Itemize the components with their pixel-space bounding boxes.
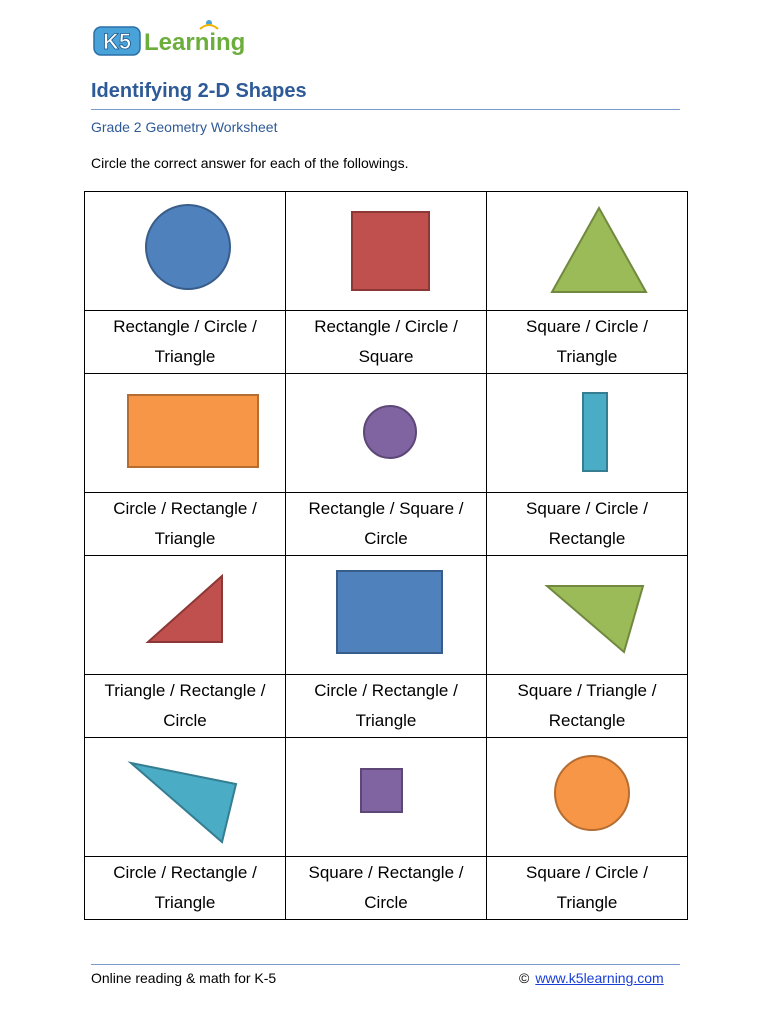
- website-link[interactable]: www.k5learning.com: [535, 970, 664, 986]
- shape-cell-1-3: [487, 192, 688, 311]
- shape-row-2: [85, 374, 688, 493]
- answer-options[interactable]: [487, 675, 688, 738]
- options-line-1[interactable]: Circle / Rectangle /: [113, 863, 257, 882]
- options-line-2[interactable]: Rectangle: [548, 711, 626, 730]
- options-line-1[interactable]: Square / Circle /: [526, 317, 648, 336]
- title-divider: [91, 109, 680, 110]
- shape-row-1: [85, 192, 688, 311]
- answer-options[interactable]: [286, 311, 487, 374]
- options-line-1[interactable]: Square / Triangle /: [517, 681, 657, 700]
- shape-cell-2-2: [286, 374, 487, 493]
- answer-options[interactable]: [286, 493, 487, 556]
- options-line-2[interactable]: Triangle: [355, 711, 417, 730]
- square-shape: [286, 192, 486, 310]
- triangle-shape: [85, 556, 285, 674]
- shape-cell-4-3: [487, 738, 688, 857]
- shape-cell-4-2: [286, 738, 487, 857]
- shape-cell-2-3: [487, 374, 688, 493]
- answer-options[interactable]: [286, 675, 487, 738]
- rectangle-shape: [85, 374, 285, 492]
- answer-options[interactable]: [85, 857, 286, 920]
- footer-divider: [91, 964, 680, 965]
- logo-k5-text: K5: [102, 29, 132, 54]
- answer-options[interactable]: [487, 493, 688, 556]
- options-row-4: [85, 857, 688, 920]
- shape-cell-1-2: [286, 192, 487, 311]
- shape-cell-1-1: [85, 192, 286, 311]
- shape-cell-4-1: [85, 738, 286, 857]
- page-title: Identifying 2-D Shapes: [91, 80, 307, 102]
- options-row-1: [85, 311, 688, 374]
- options-line-2[interactable]: Circle: [163, 711, 207, 730]
- options-row-3: [85, 675, 688, 738]
- k5-learning-logo: [92, 17, 262, 59]
- answer-options[interactable]: [487, 857, 688, 920]
- options-line-2[interactable]: Triangle: [556, 347, 618, 366]
- options-line-1[interactable]: Rectangle / Square /: [308, 499, 464, 518]
- worksheet-subtitle: Grade 2 Geometry Worksheet: [91, 119, 278, 135]
- options-line-2[interactable]: Rectangle: [548, 529, 626, 548]
- options-line-1[interactable]: Circle / Rectangle /: [113, 499, 257, 518]
- shape-cell-2-1: [85, 374, 286, 493]
- options-line-1[interactable]: Square / Circle /: [526, 499, 648, 518]
- triangle-shape: [487, 192, 687, 310]
- options-line-1[interactable]: Square / Rectangle /: [308, 863, 464, 882]
- rectangle-shape: [286, 556, 486, 674]
- footer-tagline: Online reading & math for K-5: [91, 970, 277, 986]
- answer-options[interactable]: [85, 675, 286, 738]
- circle-shape: [286, 374, 486, 492]
- shape-cell-3-2: [286, 556, 487, 675]
- options-line-2[interactable]: Circle: [364, 893, 408, 912]
- options-line-2[interactable]: Triangle: [154, 529, 216, 548]
- instructions: Circle the correct answer for each of the followings.: [91, 155, 409, 171]
- shape-row-4: [85, 738, 688, 857]
- shape-cell-3-3: [487, 556, 688, 675]
- answer-options[interactable]: [85, 493, 286, 556]
- options-line-1[interactable]: Rectangle / Circle /: [314, 317, 458, 336]
- copyright-symbol: ©: [519, 970, 530, 986]
- options-line-2[interactable]: Square: [358, 347, 414, 366]
- shape-row-3: [85, 556, 688, 675]
- answer-options[interactable]: [487, 311, 688, 374]
- logo-learning-text: Learning: [144, 29, 246, 56]
- rectangle-shape: [487, 374, 687, 492]
- options-line-2[interactable]: Triangle: [154, 893, 216, 912]
- answer-options[interactable]: [286, 857, 487, 920]
- shape-cell-3-1: [85, 556, 286, 675]
- options-row-2: [85, 493, 688, 556]
- shapes-table: [84, 191, 688, 920]
- options-line-2[interactable]: Circle: [364, 529, 408, 548]
- circle-shape: [85, 192, 285, 310]
- footer-credit: [519, 970, 664, 986]
- options-line-2[interactable]: Triangle: [556, 893, 618, 912]
- options-line-1[interactable]: Square / Circle /: [526, 863, 648, 882]
- circle-shape: [487, 738, 687, 856]
- answer-options[interactable]: [85, 311, 286, 374]
- options-line-2[interactable]: Triangle: [154, 347, 216, 366]
- triangle-shape: [85, 738, 285, 856]
- options-line-1[interactable]: Circle / Rectangle /: [314, 681, 458, 700]
- triangle-shape: [487, 556, 687, 674]
- options-line-1[interactable]: Triangle / Rectangle /: [104, 681, 266, 700]
- options-line-1[interactable]: Rectangle / Circle /: [113, 317, 257, 336]
- square-shape: [286, 738, 486, 856]
